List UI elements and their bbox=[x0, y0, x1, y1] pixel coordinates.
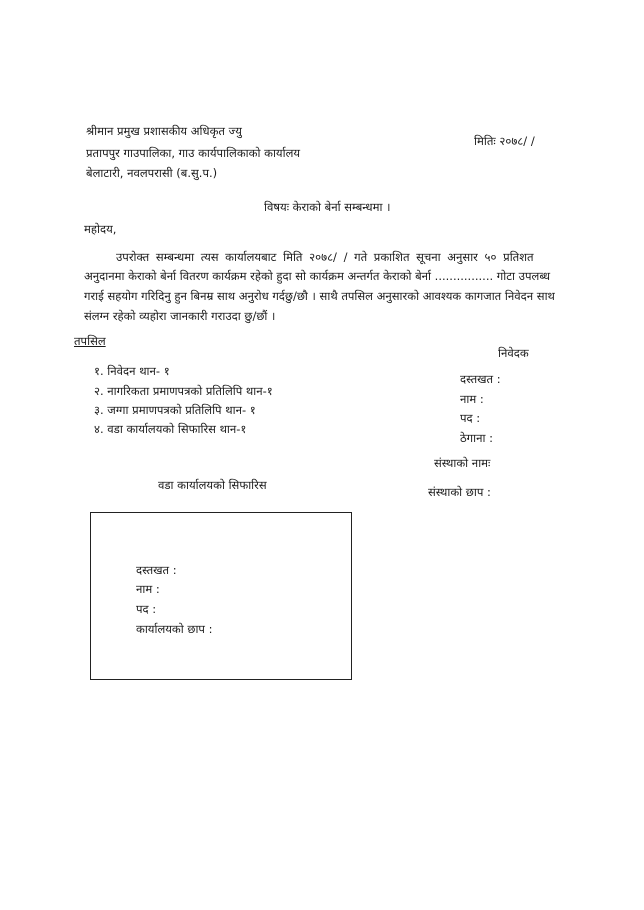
recipient-line-3: बेलाटारी, नवलपरासी (ब.सु.प.) bbox=[86, 166, 218, 180]
organization-stamp-field: संस्थाको छाप : bbox=[428, 485, 491, 499]
body-line-3: गराई सहयोग गरिदिनु हुन बिनम्र साथ अनुरोध गर्दछु/छौ । साथै तपसिल अनुसारको आवश्यक कागजात निवेदन साथ bbox=[84, 289, 555, 303]
attachment-item: ४. वडा कार्यालयको सिफारिस थान-१ bbox=[94, 422, 247, 436]
organization-name-field: संस्थाको नामः bbox=[434, 456, 491, 470]
body-line-2: अनुदानमा केराको बेर्ना वितरण कार्यक्रम रहेको हुदा सो कार्यक्रम अन्तर्गत केराको बेर्ना ................ गोटा उपलब्ध bbox=[84, 269, 551, 283]
body-line-1: उपरोक्त सम्बन्धमा त्यस कार्यालयबाट मिति २०७८/ / गते प्रकाशित सूचना अनुसार ५० प्रतिशत bbox=[116, 250, 534, 264]
body-line-4: संलग्न रहेको व्यहोरा जानकारी गराउदा छु/छौं । bbox=[84, 309, 276, 323]
salutation: महोदय, bbox=[84, 222, 117, 236]
applicant-heading: निवेदक bbox=[498, 346, 529, 360]
applicant-address-field: ठेगाना : bbox=[460, 431, 494, 445]
ward-stamp-field: कार्यालयको छाप : bbox=[136, 622, 213, 636]
attachments-heading: तपसिल bbox=[74, 334, 106, 348]
applicant-name-field: नाम : bbox=[460, 392, 484, 406]
ward-post-field: पद : bbox=[136, 602, 157, 616]
recipient-line-2: प्रतापपुर गाउपालिका, गाउ कार्यपालिकाको कार्यालय bbox=[86, 146, 301, 160]
attachment-item: २. नागरिकता प्रमाणपत्रको प्रतिलिपि थान-१ bbox=[94, 384, 273, 398]
subject-line: विषयः केराको बेर्ना सम्बन्धमा । bbox=[264, 200, 391, 214]
ward-recommendation-box bbox=[90, 512, 352, 680]
applicant-signature-field: दस्तखत : bbox=[460, 372, 501, 386]
attachment-item: १. निवेदन थान- १ bbox=[94, 364, 170, 378]
date-field: मितिः २०७८/ / bbox=[474, 134, 535, 148]
applicant-post-field: पद : bbox=[460, 411, 481, 425]
ward-name-field: नाम : bbox=[136, 582, 160, 596]
recipient-line-1: श्रीमान प्रमुख प्रशासकीय अधिकृत ज्यु bbox=[86, 124, 242, 138]
ward-recommendation-heading: वडा कार्यालयको सिफारिस bbox=[158, 478, 267, 492]
ward-signature-field: दस्तखत : bbox=[136, 563, 177, 577]
attachment-item: ३. जग्गा प्रमाणपत्रको प्रतिलिपि थान- १ bbox=[94, 403, 256, 417]
